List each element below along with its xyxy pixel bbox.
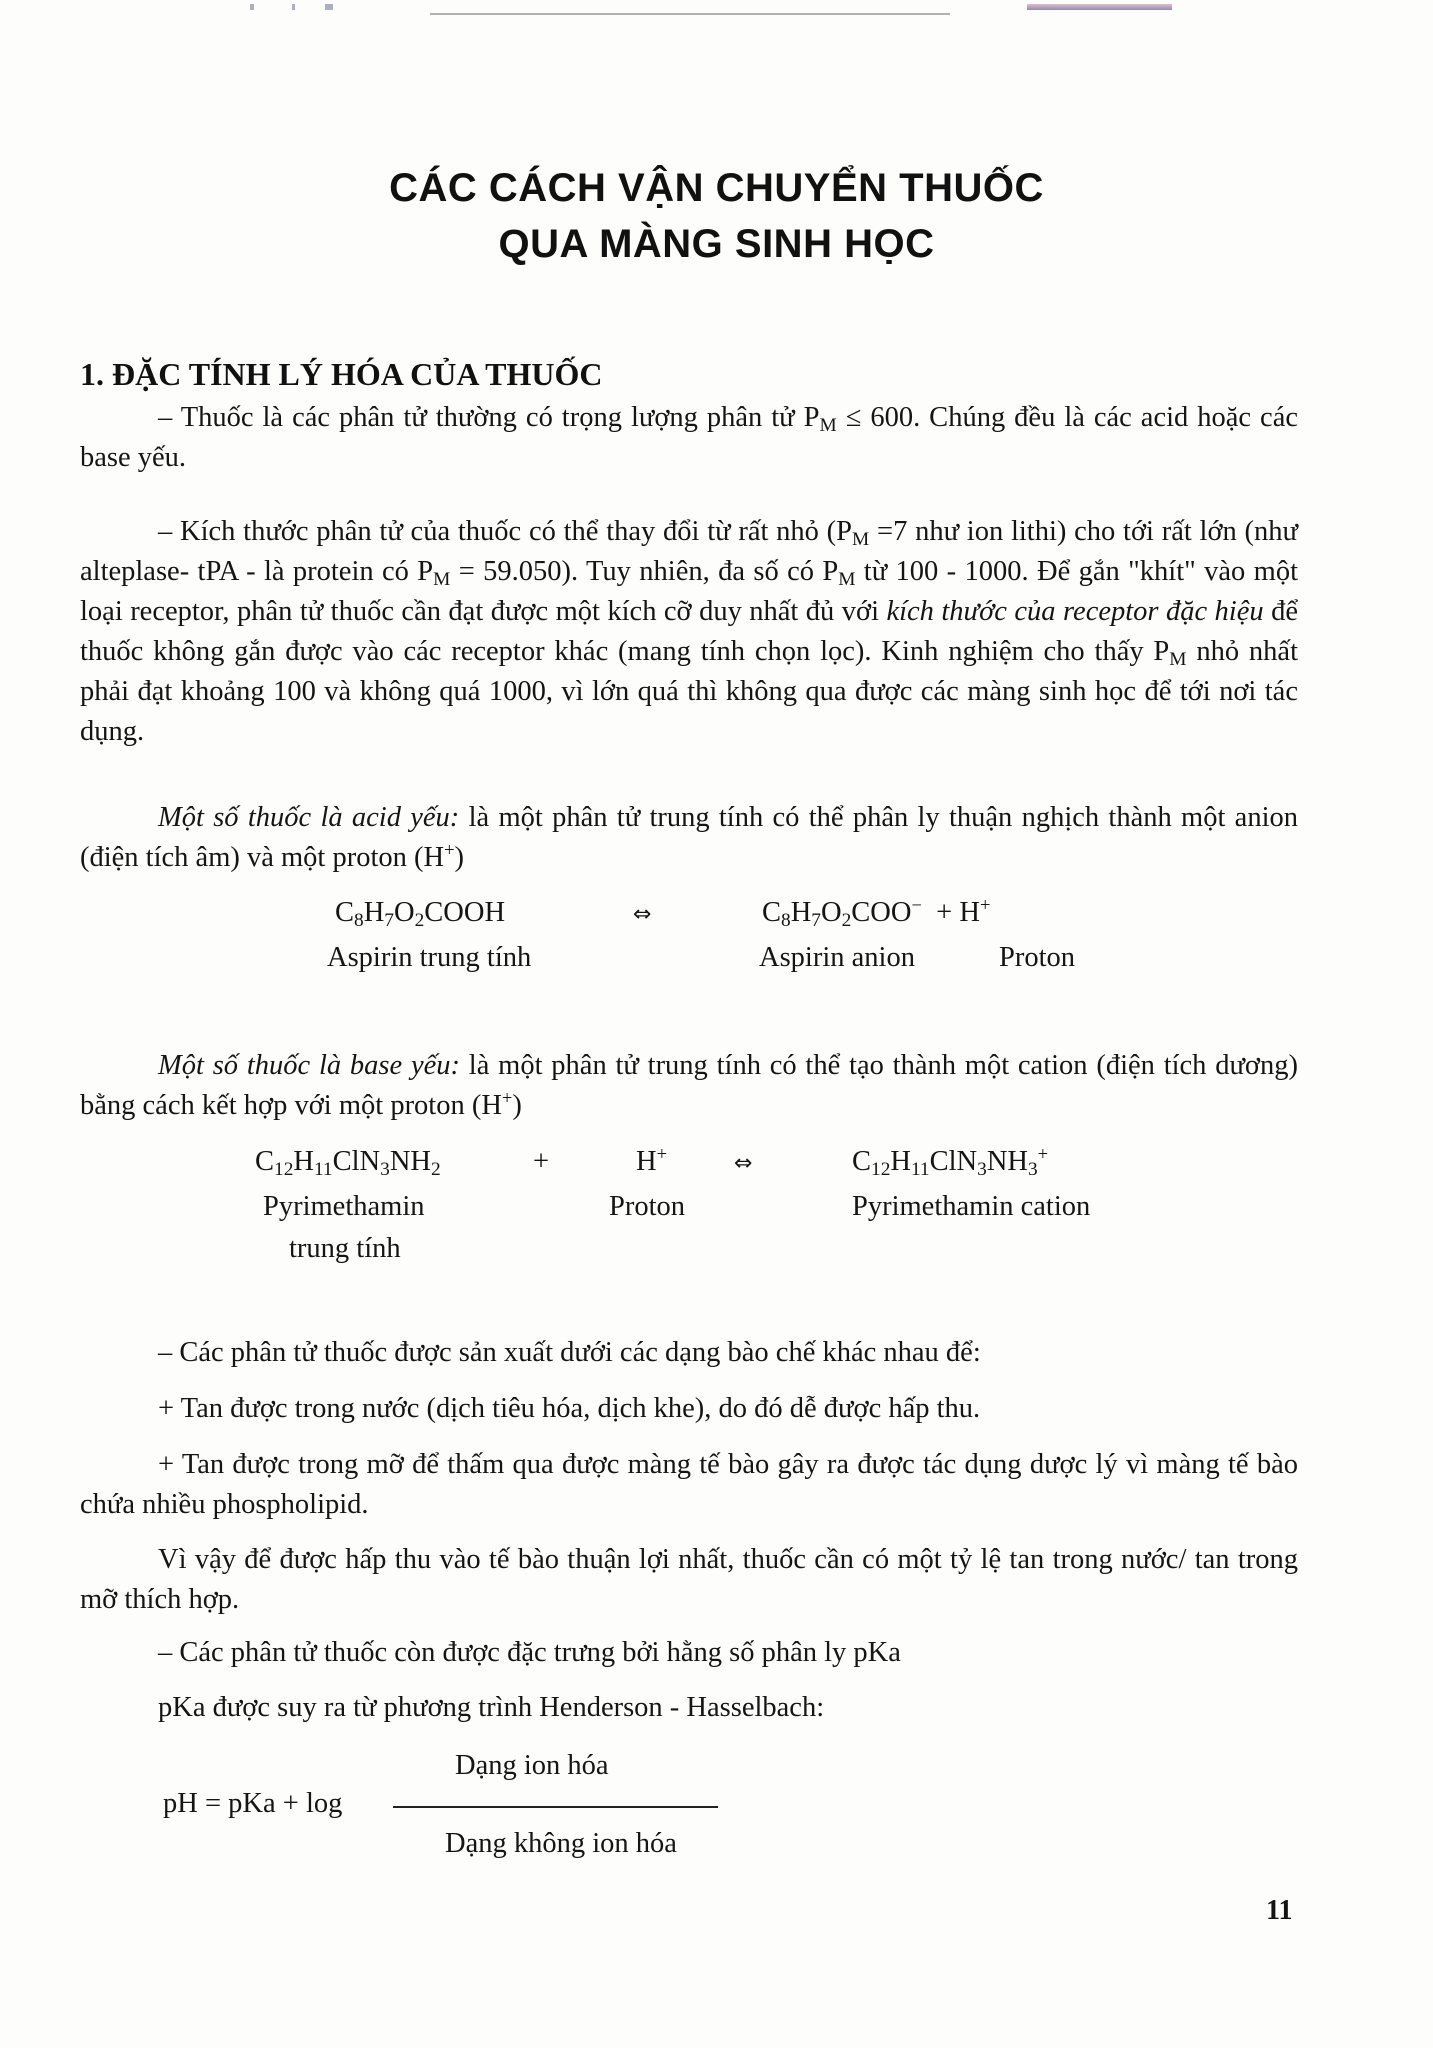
formula-part: H xyxy=(636,1146,657,1177)
page-number: 11 xyxy=(1266,1895,1293,1926)
paragraph-molecular-size xyxy=(80,512,1298,752)
paragraph-water-soluble: + Tan được trong nước (dịch tiêu hóa, dịch khe), do đó dễ được hấp thu. xyxy=(158,1393,981,1424)
text: ≤ 600. Chúng đều là các acid hoặc các base yếu. xyxy=(80,402,1298,473)
text: là một phân tử trung tính có thể tạo thành một cation (điện tích dương) bằng cách kết hợp với một proton (H xyxy=(80,1050,1298,1121)
formula-part: H xyxy=(363,897,385,928)
subscript: M xyxy=(433,569,451,590)
subscript: 8 xyxy=(781,910,791,931)
aspirin-anion-formula xyxy=(762,893,990,933)
superscript: + xyxy=(444,840,455,861)
subscript: 11 xyxy=(313,1159,333,1180)
page-title xyxy=(0,160,1433,272)
italic-text: kích thước của receptor đặc hiệu xyxy=(886,596,1264,627)
subscript: 11 xyxy=(910,1159,930,1180)
subscript: 12 xyxy=(871,1159,891,1180)
formula-part: C xyxy=(852,1146,872,1177)
formula-part: H xyxy=(790,897,812,928)
formula-part: COOH xyxy=(424,897,506,928)
italic-text: Một số thuốc là acid yếu: xyxy=(158,802,460,833)
formula-part: NH xyxy=(986,1146,1028,1177)
formula-denominator: Dạng không ion hóa xyxy=(445,1828,677,1859)
formula-part: + H xyxy=(936,897,980,928)
superscript: + xyxy=(1037,1144,1049,1165)
proton-formula xyxy=(636,1142,667,1182)
formula-part: C xyxy=(762,897,782,928)
scan-mark xyxy=(325,4,333,10)
subscript: M xyxy=(1169,649,1187,670)
formula-part: C xyxy=(335,897,355,928)
proton-label: Proton xyxy=(609,1191,686,1222)
text: ) xyxy=(454,842,465,873)
fraction-line xyxy=(393,1806,718,1808)
formula-part: H xyxy=(890,1146,911,1177)
text: ) xyxy=(512,1090,522,1121)
scan-bar xyxy=(1027,4,1172,10)
subscript: 3 xyxy=(380,1159,390,1180)
superscript: + xyxy=(979,895,991,916)
text: từ 100 - 1000. Để gắn "khít" vào một loại receptor, phân tử thuốc cần đạt được một kích cỡ duy nhất đủ với xyxy=(80,556,1298,627)
scan-line xyxy=(430,13,950,15)
pyrimethamin-neutral-formula xyxy=(255,1142,441,1182)
formula-part: C xyxy=(255,1146,275,1177)
text: – Thuốc là các phân tử thường có trọng lượng phân tử P xyxy=(158,402,820,433)
paragraph-dosage-forms: – Các phân tử thuốc được sản xuất dưới các dạng bào chế khác nhau để: xyxy=(158,1337,981,1368)
superscript: + xyxy=(501,1088,513,1109)
subscript: 7 xyxy=(384,910,394,931)
aspirin-neutral-formula xyxy=(335,893,505,933)
formula-part: COO xyxy=(851,897,912,928)
formula-part: ClN xyxy=(929,1146,978,1177)
text: – Kích thước phân tử của thuốc có thể thay đổi từ rất nhỏ (P xyxy=(158,516,853,547)
subscript: 12 xyxy=(274,1159,294,1180)
pyrimethamin-cation-label: Pyrimethamin cation xyxy=(852,1191,1091,1222)
double-arrow-icon: ⇔ xyxy=(734,1151,753,1176)
paragraph-weak-base xyxy=(80,1046,1298,1126)
paragraph-henderson: pKa được suy ra từ phương trình Henderson - Hasselbach: xyxy=(158,1692,825,1723)
text: nhỏ nhất phải đạt khoảng 100 và không quá 1000, vì lớn quá thì không qua được các màng sinh học để tới nơi tác dụng. xyxy=(80,636,1298,747)
pyrimethamin-cation-formula xyxy=(852,1142,1048,1182)
formula-part: O xyxy=(393,897,415,928)
subscript: 2 xyxy=(841,910,852,931)
subscript: 8 xyxy=(354,910,364,931)
text: =7 như ion lithi) cho tới rất lớn (như alteplase- tPA - là protein có P xyxy=(80,516,1298,587)
formula-numerator: Dạng ion hóa xyxy=(455,1750,609,1781)
aspirin-anion-label: Aspirin anion xyxy=(759,942,915,973)
section-heading: 1. ĐẶC TÍNH LÝ HÓA CỦA THUỐC xyxy=(80,356,603,392)
formula-part: NH xyxy=(389,1146,431,1177)
scan-mark xyxy=(250,4,254,10)
double-arrow-icon: ⇔ xyxy=(633,902,652,927)
formula-part: H xyxy=(293,1146,314,1177)
text: = 59.050). Tuy nhiên, đa số có P xyxy=(450,556,839,587)
formula-lhs: pH = pKa + log xyxy=(163,1788,343,1819)
pyrimethamin-neutral-label-2: trung tính xyxy=(289,1233,401,1264)
proton-label: Proton xyxy=(999,942,1076,973)
formula-part: ClN xyxy=(332,1146,381,1177)
subscript: M xyxy=(838,569,856,590)
subscript: 3 xyxy=(1027,1159,1038,1180)
superscript: + xyxy=(656,1144,668,1165)
subscript: 2 xyxy=(430,1159,441,1180)
aspirin-neutral-label: Aspirin trung tính xyxy=(327,942,532,973)
superscript: − xyxy=(911,895,922,916)
subscript: 2 xyxy=(414,910,425,931)
paragraph-pka: – Các phân tử thuốc còn được đặc trưng bởi hằng số phân ly pKa xyxy=(158,1637,901,1668)
plus-sign: + xyxy=(533,1146,550,1177)
italic-text: Một số thuốc là base yếu: xyxy=(158,1050,460,1081)
paragraph-solubility-ratio: Vì vậy để được hấp thu vào tế bào thuận lợi nhất, thuốc cần có một tỷ lệ tan trong nước/ tan trong mỡ thích hợp. xyxy=(80,1544,1298,1615)
page-title-line-2: QUA MÀNG SINH HỌC xyxy=(498,222,935,266)
pyrimethamin-neutral-label: Pyrimethamin xyxy=(263,1191,425,1222)
text: là một phân tử trung tính có thể phân ly thuận nghịch thành một anion (điện tích âm) và một proton (H xyxy=(80,802,1298,873)
paragraph-weak-acid xyxy=(80,798,1298,878)
paragraph-molecular-weight xyxy=(80,398,1298,478)
formula-part: O xyxy=(820,897,842,928)
scan-artifacts xyxy=(0,0,1433,16)
text: để thuốc không gắn được vào các receptor khác (mang tính chọn lọc). Kinh nghiệm cho thấy P xyxy=(80,596,1298,667)
page-title-line-1: CÁC CÁCH VẬN CHUYỂN THUỐC xyxy=(389,166,1044,210)
subscript: 7 xyxy=(811,910,821,931)
paragraph-lipid-soluble: + Tan được trong mỡ để thấm qua được màng tế bào gây ra được tác dụng dược lý vì màng tế bào chứa nhiều phospholipid. xyxy=(80,1449,1298,1520)
subscript: M xyxy=(852,529,870,550)
subscript: M xyxy=(819,415,837,436)
scan-mark xyxy=(292,4,295,10)
subscript: 3 xyxy=(977,1159,987,1180)
